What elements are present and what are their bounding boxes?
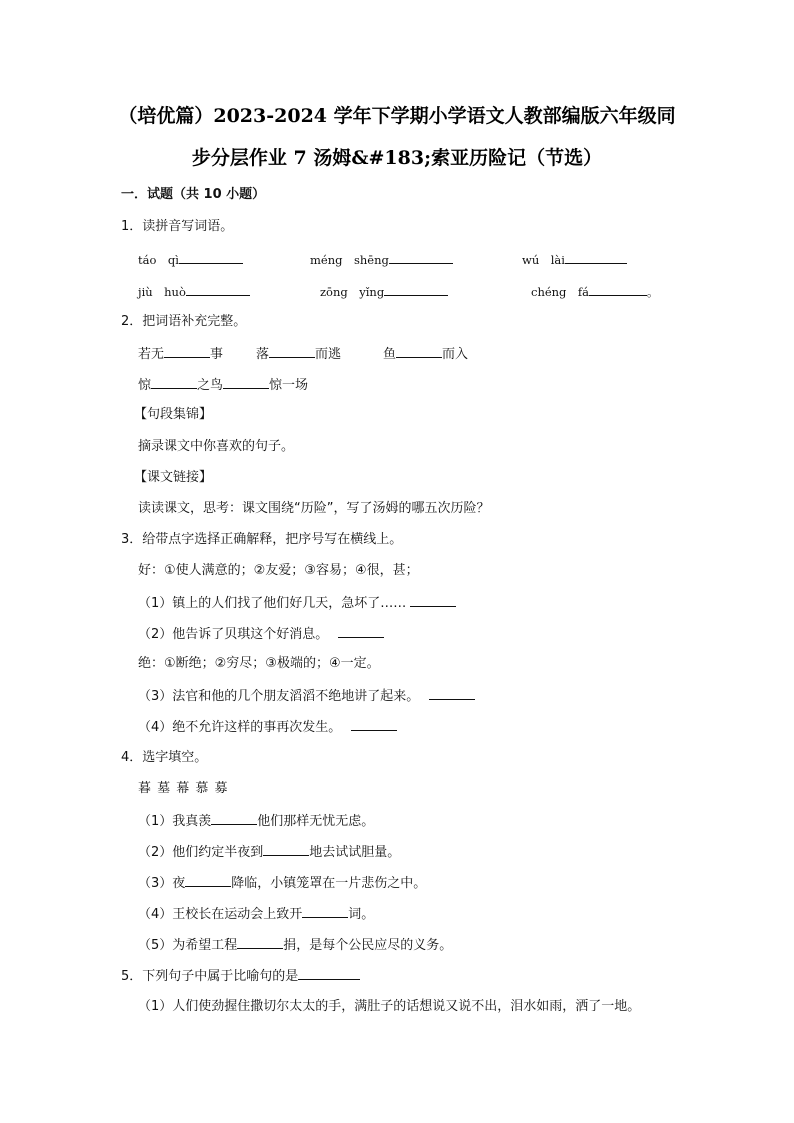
q4-item-5: （5）为希望工程 捐，是每个公民应尽的义务。 [138, 935, 452, 955]
answer-blank[interactable] [429, 686, 475, 700]
q3-hao-definitions: 好：①使人满意的；②友爱；③容易；④很，甚； [138, 563, 419, 578]
answer-blank[interactable] [179, 250, 243, 264]
q3-item-2: （2）他告诉了贝琪这个好消息。 [138, 624, 384, 644]
answer-blank[interactable] [186, 282, 250, 296]
answer-blank[interactable] [151, 375, 197, 389]
document-title-line-2: 步分层作业 7 汤姆&#183;索亚历险记（节选） [191, 147, 603, 169]
answer-blank[interactable] [269, 344, 315, 358]
q3-item-3: （3）法官和他的几个朋友滔滔不绝地讲了起来。 [138, 686, 475, 706]
q4-character-options: 暮 墓 幕 慕 募 [138, 781, 229, 796]
q3-stem: 3．给带点字选择正确解释，把序号写在横线上。 [121, 532, 403, 547]
answer-blank[interactable] [164, 344, 210, 358]
q1-stem: 1．读拼音写词语。 [121, 219, 234, 234]
section-label-text-link: 【课文链接】 [134, 470, 213, 485]
q5-stem: 5．下列句子中属于比喻句的是 [121, 966, 360, 986]
section-heading: 一．试题（共 10 小题） [121, 187, 266, 202]
answer-blank[interactable] [384, 282, 448, 296]
q1-pinyin-zongying: zōng yǐng [320, 282, 448, 301]
q1-pinyin-wulai: wú lài [522, 250, 627, 269]
answer-blank[interactable] [389, 250, 453, 264]
text-link-prompt: 读读课文，思考：课文围绕“历险”，写了汤姆的哪五次历险？ [138, 501, 490, 516]
q4-item-4: （4）王校长在运动会上致开 词。 [138, 904, 374, 924]
answer-blank[interactable] [263, 842, 309, 856]
sentences-prompt: 摘录课文中你喜欢的句子。 [138, 439, 295, 454]
answer-blank[interactable] [298, 966, 360, 980]
answer-blank[interactable] [565, 250, 627, 264]
answer-blank[interactable] [302, 904, 348, 918]
q5-item-1: （1）人们使劲握住撒切尔太太的手，满肚子的话想说又说不出，泪水如雨，洒了一地。 [138, 999, 641, 1014]
q1-pinyin-jiuhuo: jiù huò [138, 282, 250, 301]
q2-idiom-4-5: 惊 之鸟 惊一场 [138, 375, 308, 395]
q3-jue-definitions: 绝：①断绝；②穷尽；③极端的；④一定。 [138, 656, 380, 671]
answer-blank[interactable] [351, 717, 397, 731]
q4-stem: 4．选字填空。 [121, 750, 208, 765]
q4-item-1: （1）我真羡 他们那样无忧无虑。 [138, 811, 374, 831]
q1-pinyin-chengfa: chéng fá 。 [531, 282, 659, 301]
answer-blank[interactable] [589, 282, 647, 296]
q3-item-4: （4）绝不允许这样的事再次发生。 [138, 717, 397, 737]
q4-item-2: （2）他们约定半夜到 地去试试胆量。 [138, 842, 400, 862]
q1-pinyin-mengsheng: méng shēng [310, 250, 453, 269]
q1-pinyin-taoqi: táo qì [138, 250, 243, 269]
answer-blank[interactable] [223, 375, 269, 389]
answer-blank[interactable] [237, 935, 283, 949]
q3-item-1: （1）镇上的人们找了他们好几天，急坏了…… [138, 593, 456, 613]
answer-blank[interactable] [410, 593, 456, 607]
answer-blank[interactable] [338, 624, 384, 638]
q2-idiom-3: 鱼 而入 [383, 344, 468, 364]
q2-idiom-1: 若无 事 [138, 344, 223, 364]
q2-stem: 2．把词语补充完整。 [121, 314, 247, 329]
section-label-sentences: 【句段集锦】 [134, 407, 213, 422]
answer-blank[interactable] [211, 811, 257, 825]
document-title-line-1: （培优篇）2023-2024 学年下学期小学语文人教部编版六年级同 [118, 105, 676, 127]
answer-blank[interactable] [396, 344, 442, 358]
answer-blank[interactable] [185, 873, 231, 887]
q2-idiom-2: 落 而逃 [256, 344, 341, 364]
q4-item-3: （3）夜 降临，小镇笼罩在一片悲伤之中。 [138, 873, 426, 893]
